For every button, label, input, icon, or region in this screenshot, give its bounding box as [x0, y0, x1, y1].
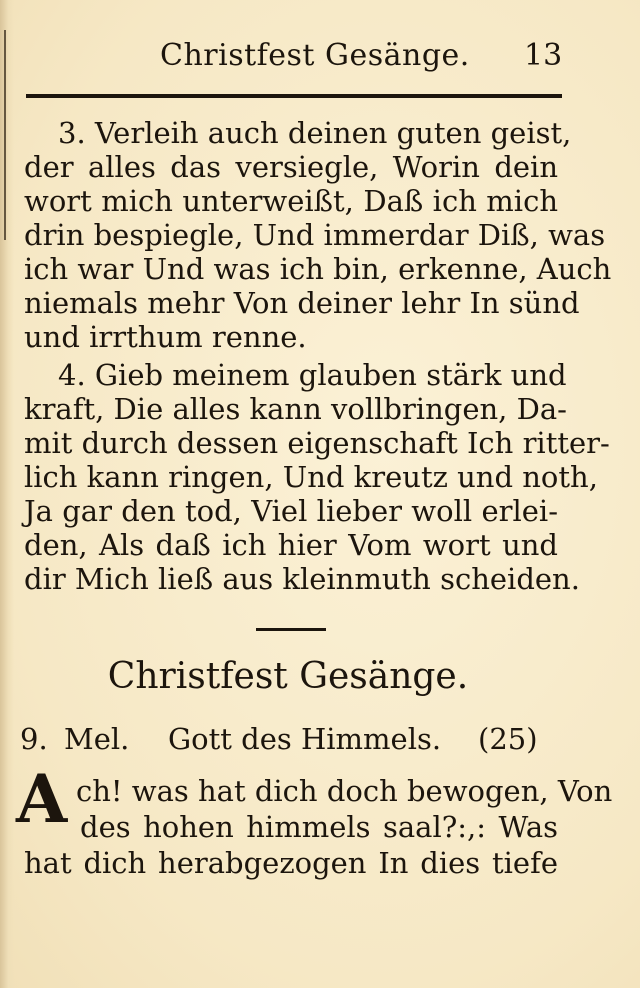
- section-title: Christfest Gesänge.: [107, 656, 469, 697]
- header-rule: [26, 94, 562, 98]
- verse-3-line-6: niemals mehr Von deiner lehr In sünd: [24, 286, 580, 320]
- verse-3-line-2: der alles das versiegle, Worin dein: [24, 150, 558, 184]
- verse-4-line-7: dir Mich ließ aus kleinmuth scheiden.: [24, 562, 580, 596]
- spine-shadow: [0, 0, 14, 988]
- running-head: Christfest Gesänge.: [160, 38, 470, 73]
- verse-3-line-1: 3. Verleih auch deinen guten geist,: [58, 116, 572, 150]
- hymn-reference: (25): [478, 722, 538, 756]
- verse-3-line-7: und irrthum renne.: [24, 320, 307, 354]
- drop-cap-initial: A: [16, 760, 68, 838]
- page-number: 13: [524, 38, 563, 73]
- hymn-line-1: ch! was hat dich doch bewogen, Von: [76, 774, 613, 808]
- melody-label: Mel.: [64, 722, 130, 756]
- verse-4-line-3: mit durch dessen eigenschaft Ich ritter-: [24, 426, 610, 460]
- verse-4-line-5: Ja gar den tod, Viel lieber woll erlei-: [24, 494, 558, 528]
- hymn-line-2: des hohen himmels saal?:,: Was: [80, 810, 558, 844]
- verse-3-line-5: ich war Und was ich bin, erkenne, Auch: [24, 252, 612, 286]
- verse-4-line-1: 4. Gieb meinem glauben stärk und: [58, 358, 567, 392]
- verse-4-line-2: kraft, Die alles kann vollbringen, Da-: [24, 392, 567, 426]
- section-divider: [256, 628, 326, 631]
- melody-name: Gott des Himmels.: [168, 722, 442, 756]
- verse-4-line-6: den, Als daß ich hier Vom wort und: [24, 528, 558, 562]
- verse-3-line-3: wort mich unterweißt, Daß ich mich: [24, 184, 558, 218]
- hymn-number: 9.: [20, 722, 48, 756]
- verse-3-line-4: drin bespiegle, Und immerdar Diß, was: [24, 218, 606, 252]
- spine-edge: [4, 30, 6, 240]
- verse-4-line-4: lich kann ringen, Und kreutz und noth,: [24, 460, 598, 494]
- hymn-line-3: hat dich herabgezogen In dies tiefe: [24, 846, 558, 880]
